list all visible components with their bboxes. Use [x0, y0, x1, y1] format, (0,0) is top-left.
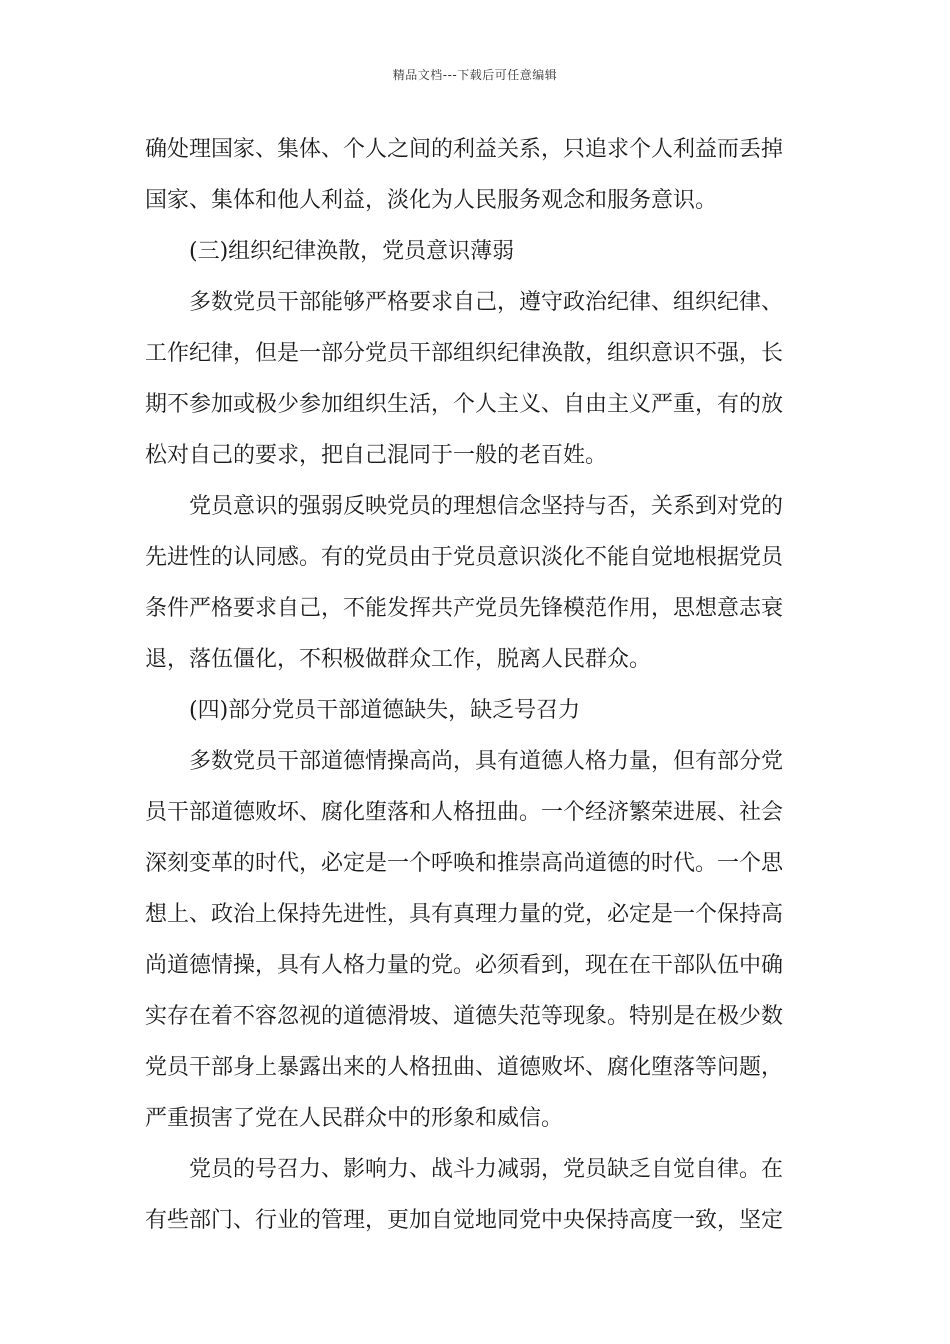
text-line: 党员意识的强弱反映党员的理想信念坚持与否，关系到对党的 — [189, 494, 784, 519]
text-line: 严重损害了党在人民群众中的形象和威信。 — [145, 1106, 564, 1131]
text-line: 先进性的认同感。有的党员由于党员意识淡化不能自觉地根据党员 — [145, 545, 784, 570]
text-line: 党员的号召力、影响力、战斗力减弱，党员缺乏自觉自律。在 — [189, 1157, 784, 1182]
text-line: 条件严格要求自己，不能发挥共产党员先锋模范作用，思想意志衰 — [145, 596, 784, 621]
text-line: 工作纪律，但是一部分党员干部组织纪律涣散，组织意识不强，长 — [145, 341, 784, 366]
section-heading: (三)组织纪律涣散，党员意识薄弱 — [189, 239, 515, 264]
text-line: 退，落伍僵化，不积极做群众工作，脱离人民群众。 — [145, 647, 652, 672]
text-line: 多数党员干部道德情操高尚，具有道德人格力量，但有部分党 — [189, 749, 784, 774]
text-line: 期不参加或极少参加组织生活，个人主义、自由主义严重，有的放 — [145, 392, 784, 417]
text-line: 深刻变革的时代，必定是一个呼唤和推崇高尚道德的时代。一个思 — [145, 851, 784, 876]
page-header: 精品文档---下载后可任意编辑 — [392, 68, 558, 82]
text-line: 想上、政治上保持先进性，具有真理力量的党，必定是一个保持高 — [145, 902, 784, 927]
text-line: 尚道德情操，具有人格力量的党。必须看到，现在在干部队伍中确 — [145, 953, 784, 978]
text-line: 确处理国家、集体、个人之间的利益关系，只追求个人利益而丢掉 — [145, 137, 784, 162]
text-line: 国家、集体和他人利益，淡化为人民服务观念和服务意识。 — [145, 188, 718, 213]
text-line: 实存在着不容忽视的道德滑坡、道德失范等现象。特别是在极少数 — [145, 1004, 784, 1029]
text-line: 松对自己的要求，把自己混同于一般的老百姓。 — [145, 443, 608, 468]
document-body — [145, 124, 807, 1246]
text-line: 员干部道德败坏、腐化堕落和人格扭曲。一个经济繁荣进展、社会 — [145, 800, 784, 825]
section-heading: (四)部分党员干部道德缺失，缺乏号召力 — [189, 698, 581, 723]
text-line: 有些部门、行业的管理，更加自觉地同党中央保持高度一致，坚定 — [145, 1208, 784, 1233]
text-line: 党员干部身上暴露出来的人格扭曲、道德败坏、腐化堕落等问题， — [145, 1055, 784, 1080]
text-line: 多数党员干部能够严格要求自己，遵守政治纪律、组织纪律、 — [189, 290, 784, 315]
